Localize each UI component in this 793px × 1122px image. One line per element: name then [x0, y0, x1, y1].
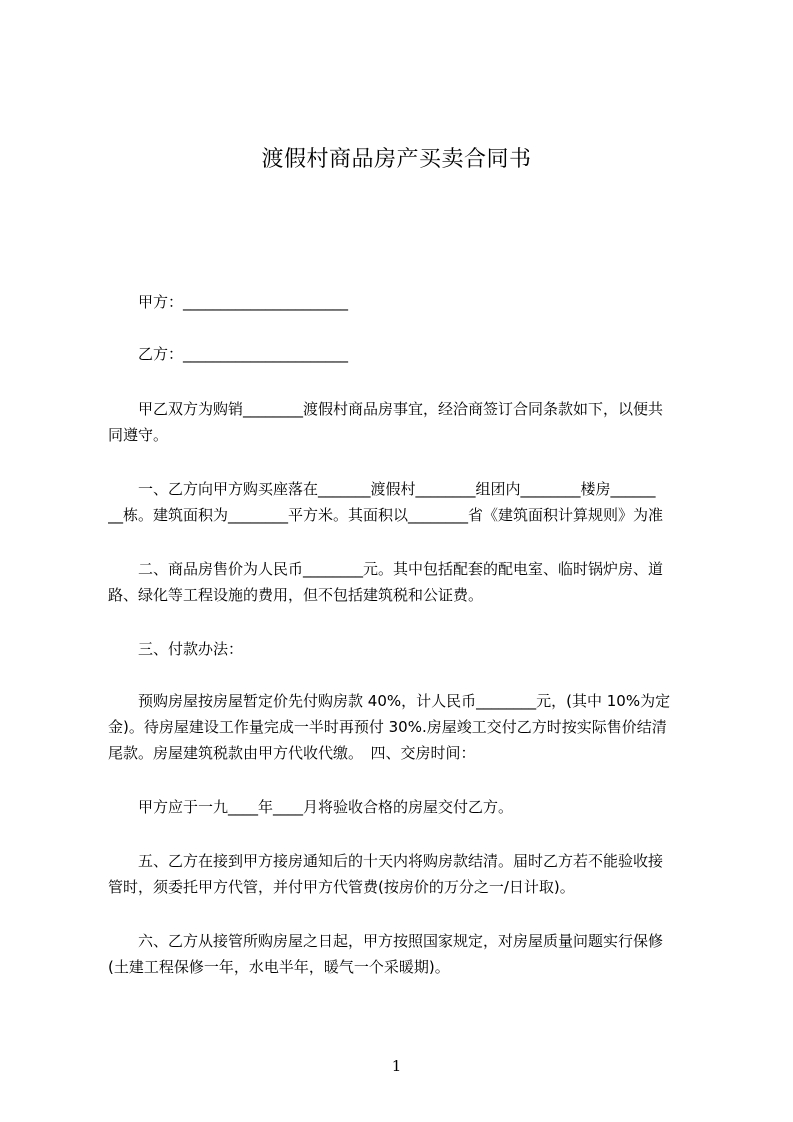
handover-line: 甲方应于一九____年____月将验收合格的房屋交付乙方。 — [108, 798, 514, 816]
clause-3-heading: 三、付款办法： — [108, 640, 244, 658]
party-a-line: 甲方：______________________ — [108, 293, 349, 311]
page-number: 1 — [391, 1057, 402, 1075]
clause-3-line-2: 金)。待房屋建设工作量完成一半时再预付 30%.房屋竣工交付乙方时按实际售价结清 — [108, 718, 667, 736]
preamble-line-2: 同遵守。 — [108, 426, 169, 444]
party-b-line: 乙方：______________________ — [108, 345, 349, 363]
clause-1-line-1: 一、乙方向甲方购买座落在_______渡假村________组团内________楼房______ — [108, 480, 656, 498]
clause-6-line-2: (土建工程保修一年，水电半年，暖气一个采暖期)。 — [108, 958, 450, 976]
clause-3-line-1: 预购房屋按房屋暂定价先付购房款 40%，计人民币________元，(其中 10%为定 — [108, 692, 671, 710]
clause-3-line-3: 尾款。房屋建筑税款由甲方代收代缴。 四、交房时间： — [108, 744, 476, 762]
clause-5-line-1: 五、乙方在接到甲方接房通知后的十天内将购房款结清。届时乙方若不能验收接 — [108, 852, 664, 870]
clause-1-line-2: __栋。建筑面积为________平方米。其面积以________省《建筑面积计算规则》为准 — [108, 506, 664, 524]
clause-6-line-1: 六、乙方从接管所购房屋之日起，甲方按照国家规定，对房屋质量问题实行保修 — [108, 932, 664, 950]
clause-2-line-1: 二、商品房售价为人民币________元。其中包括配套的配电室、临时锅炉房、道 — [108, 560, 664, 578]
clause-2-line-2: 路、绿化等工程设施的费用，但不包括建筑税和公证费。 — [108, 586, 484, 604]
clause-5-line-2: 管时，须委托甲方代管，并付甲方代管费(按房价的万分之一/日计取)。 — [108, 878, 575, 896]
document-title: 渡假村商品房产买卖合同书 — [261, 147, 532, 172]
preamble-line-1: 甲乙双方为购销________渡假村商品房事宜，经洽商签订合同条款如下，以便共 — [108, 400, 664, 418]
